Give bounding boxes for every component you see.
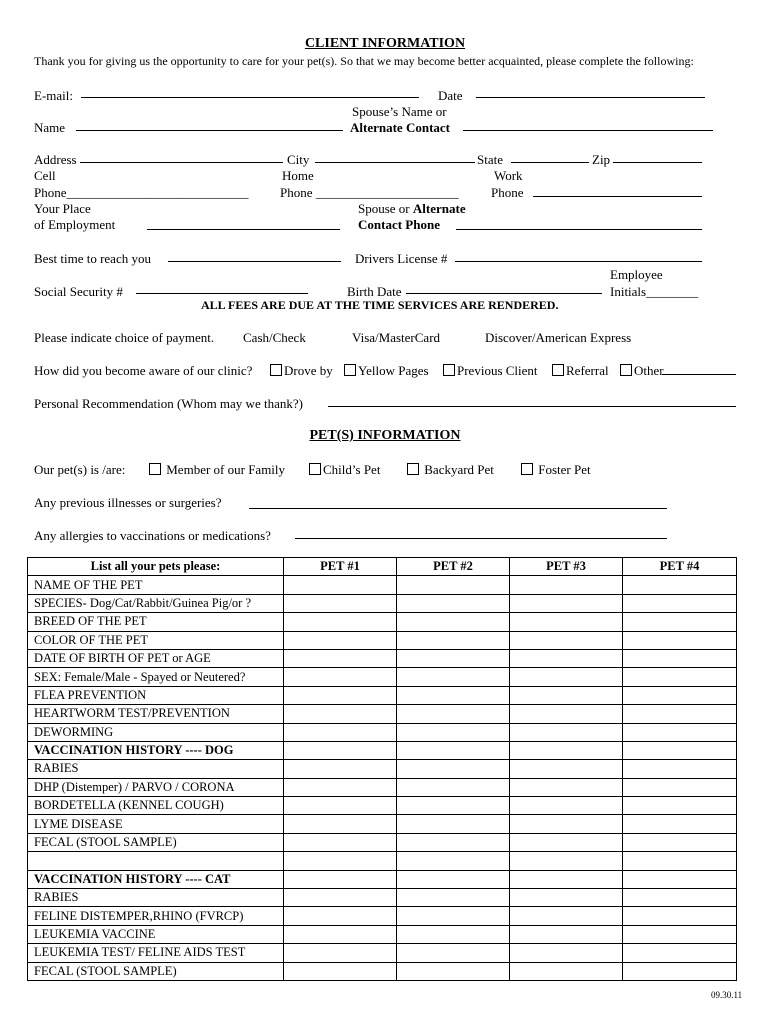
birth-date-field[interactable] — [406, 293, 602, 294]
row-label: BORDETELLA (KENNEL COUGH) — [28, 797, 284, 815]
pet-3-cell[interactable] — [510, 576, 623, 594]
illnesses-field[interactable] — [249, 508, 667, 509]
row-label: SPECIES- Dog/Cat/Rabbit/Guinea Pig/or ? — [28, 594, 284, 612]
intro-text: Thank you for giving us the opportunity to care for your pet(s). So that we may become better acquainted, please complete the following: — [34, 54, 694, 68]
work-label: Work — [494, 168, 523, 183]
date-label: Date — [438, 88, 463, 103]
pet-3-cell[interactable] — [510, 741, 623, 759]
row-label: FLEA PREVENTION — [28, 686, 284, 704]
awareness-option-label: Yellow Pages — [358, 363, 429, 378]
place-label-2: of Employment — [34, 217, 116, 232]
employee-initials-field[interactable]: Initials________ — [610, 284, 699, 299]
awareness-drove-by[interactable] — [270, 363, 333, 378]
home-phone-field[interactable]: Phone ______________________ — [280, 185, 459, 200]
pet-2-cell[interactable] — [397, 668, 510, 686]
pet-1-cell[interactable] — [284, 631, 397, 649]
pet-4-cell[interactable] — [623, 944, 737, 962]
pet-4-cell[interactable] — [623, 833, 737, 851]
pet-is-label: Our pet(s) is /are: — [34, 462, 126, 477]
row-label: FECAL (STOOL SAMPLE) — [28, 962, 284, 980]
pet-3-cell[interactable] — [510, 705, 623, 723]
checkbox-icon[interactable] — [407, 463, 419, 475]
pet-2-cell[interactable] — [397, 870, 510, 888]
email-field[interactable] — [81, 97, 419, 98]
checkbox-icon[interactable] — [344, 364, 356, 376]
pet-1-cell[interactable] — [284, 907, 397, 925]
row-label: LEUKEMIA VACCINE — [28, 925, 284, 943]
pet-3-cell[interactable] — [510, 686, 623, 704]
pet-2-cell[interactable] — [397, 797, 510, 815]
checkbox-icon[interactable] — [620, 364, 632, 376]
pet-4-cell[interactable] — [623, 760, 737, 778]
pet-3-header: PET #3 — [510, 558, 623, 576]
row-label: VACCINATION HISTORY ---- DOG — [28, 741, 284, 759]
pet-2-cell[interactable] — [397, 613, 510, 631]
pet-3-cell[interactable] — [510, 852, 623, 870]
pet-3-cell[interactable] — [510, 889, 623, 907]
row-label: COLOR OF THE PET — [28, 631, 284, 649]
address-field[interactable] — [80, 162, 283, 163]
pet-3-cell[interactable] — [510, 925, 623, 943]
name-label: Name — [34, 120, 66, 135]
row-label: HEARTWORM TEST/PREVENTION — [28, 705, 284, 723]
awareness-other-field[interactable] — [662, 374, 736, 375]
table-row — [28, 925, 737, 943]
table-row — [28, 852, 737, 870]
birth-date-label: Birth Date — [347, 284, 402, 299]
pet-2-cell[interactable] — [397, 852, 510, 870]
pet-4-cell[interactable] — [623, 705, 737, 723]
table-row — [28, 760, 737, 778]
table-row — [28, 778, 737, 796]
alternate-contact-field[interactable] — [463, 130, 713, 131]
payment-prompt: Please indicate choice of payment. — [34, 330, 215, 345]
pet-1-cell[interactable] — [284, 686, 397, 704]
checkbox-icon[interactable] — [270, 364, 282, 376]
row-label: DATE OF BIRTH OF PET or AGE — [28, 649, 284, 667]
pet-2-cell[interactable] — [397, 907, 510, 925]
pet-2-cell[interactable] — [397, 815, 510, 833]
pet-3-cell[interactable] — [510, 649, 623, 667]
row-label: DHP (Distemper) / PARVO / CORONA — [28, 778, 284, 796]
pet-4-cell[interactable] — [623, 741, 737, 759]
table-row — [28, 741, 737, 759]
pet-3-cell[interactable] — [510, 723, 623, 741]
pet-3-cell[interactable] — [510, 797, 623, 815]
pet-4-cell[interactable] — [623, 797, 737, 815]
employee-label: Employee — [610, 267, 663, 282]
table-row — [28, 649, 737, 667]
version-code: 09.30.11 — [711, 990, 743, 1000]
pet-2-cell[interactable] — [397, 778, 510, 796]
row-label: LYME DISEASE — [28, 815, 284, 833]
awareness-prompt: How did you become aware of our clinic? — [34, 363, 253, 378]
table-row — [28, 815, 737, 833]
table-header-label: List all your pets please: — [28, 558, 284, 576]
pet-1-cell[interactable] — [284, 889, 397, 907]
drivers-license-field[interactable] — [455, 261, 702, 262]
pet-3-cell[interactable] — [510, 833, 623, 851]
allergies-label: Any allergies to vaccinations or medications? — [34, 528, 271, 543]
table-row — [28, 833, 737, 851]
pet-4-cell[interactable] — [623, 852, 737, 870]
awareness-yellow-pages[interactable] — [344, 363, 429, 378]
table-row — [28, 576, 737, 594]
employment-field[interactable] — [147, 229, 340, 230]
pet-1-header: PET #1 — [284, 558, 397, 576]
pet-3-cell[interactable] — [510, 594, 623, 612]
pet-3-cell[interactable] — [510, 778, 623, 796]
table-row — [28, 686, 737, 704]
zip-field[interactable] — [613, 162, 702, 163]
pet-2-cell[interactable] — [397, 631, 510, 649]
fees-notice: ALL FEES ARE DUE AT THE TIME SERVICES ARE RENDERED. — [201, 298, 559, 312]
pet-4-cell[interactable] — [623, 815, 737, 833]
table-row — [28, 723, 737, 741]
pet-4-cell[interactable] — [623, 649, 737, 667]
best-time-field[interactable] — [168, 261, 341, 262]
pet-2-cell[interactable] — [397, 686, 510, 704]
checkbox-icon[interactable] — [521, 463, 533, 475]
city-label: City — [287, 152, 310, 167]
pet-type-label: Child’s Pet — [323, 462, 381, 477]
pet-1-cell[interactable] — [284, 668, 397, 686]
pet-4-cell[interactable] — [623, 889, 737, 907]
pet-2-cell[interactable] — [397, 723, 510, 741]
table-row — [28, 668, 737, 686]
awareness-other[interactable] — [620, 363, 664, 378]
table-row — [28, 870, 737, 888]
pet-2-cell[interactable] — [397, 833, 510, 851]
pet-2-cell[interactable] — [397, 594, 510, 612]
table-row — [28, 797, 737, 815]
pet-2-cell[interactable] — [397, 925, 510, 943]
pet-3-cell[interactable] — [510, 631, 623, 649]
table-row — [28, 944, 737, 962]
pet-4-cell[interactable] — [623, 723, 737, 741]
row-label: NAME OF THE PET — [28, 576, 284, 594]
pet-4-cell[interactable] — [623, 686, 737, 704]
drivers-license-label: Drivers License # — [355, 251, 448, 266]
pet-1-cell[interactable] — [284, 576, 397, 594]
place-label-1: Your Place — [34, 201, 91, 216]
pet-4-cell[interactable] — [623, 594, 737, 612]
pet-2-cell[interactable] — [397, 889, 510, 907]
pet-4-cell[interactable] — [623, 576, 737, 594]
pet-3-cell[interactable] — [510, 760, 623, 778]
pet-type-label: Backyard Pet — [424, 462, 494, 477]
row-label: DEWORMING — [28, 723, 284, 741]
pet-1-cell[interactable] — [284, 944, 397, 962]
pet-type-foster[interactable] — [521, 462, 591, 477]
row-label: RABIES — [28, 889, 284, 907]
form-title: CLIENT INFORMATION — [304, 36, 466, 51]
city-field[interactable] — [315, 162, 475, 163]
payment-discover-amex[interactable]: Discover/American Express — [485, 330, 632, 345]
row-label: FECAL (STOOL SAMPLE) — [28, 833, 284, 851]
state-label: State — [477, 152, 503, 167]
cell-phone-field[interactable]: Phone____________________________ — [34, 185, 249, 200]
recommendation-field[interactable] — [328, 406, 736, 407]
table-header-row — [28, 558, 737, 576]
pet-3-cell[interactable] — [510, 944, 623, 962]
table-row — [28, 631, 737, 649]
table-row — [28, 613, 737, 631]
pet-1-cell[interactable] — [284, 925, 397, 943]
home-label: Home — [282, 168, 314, 183]
pet-type-backyard[interactable] — [407, 462, 494, 477]
pet-1-cell[interactable] — [284, 594, 397, 612]
alternate-contact-label: Alternate Contact — [350, 120, 450, 135]
checkbox-icon[interactable] — [309, 463, 321, 475]
awareness-referral[interactable] — [552, 363, 609, 378]
payment-cash-check[interactable]: Cash/Check — [243, 330, 306, 345]
allergies-field[interactable] — [295, 538, 667, 539]
payment-visa-mastercard[interactable]: Visa/MasterCard — [352, 330, 441, 345]
pet-2-header: PET #2 — [397, 558, 510, 576]
pet-1-cell[interactable] — [284, 833, 397, 851]
pet-3-cell[interactable] — [510, 962, 623, 980]
row-label: FELINE DISTEMPER,RHINO (FVRCP) — [28, 907, 284, 925]
spouse-name-label: Spouse’s Name or — [352, 104, 447, 119]
cell-label: Cell — [34, 168, 56, 183]
pet-4-cell[interactable] — [623, 870, 737, 888]
pet-2-cell[interactable] — [397, 576, 510, 594]
awareness-option-label: Referral — [566, 363, 609, 378]
pet-1-cell[interactable] — [284, 741, 397, 759]
pet-3-cell[interactable] — [510, 870, 623, 888]
pet-1-cell[interactable] — [284, 778, 397, 796]
row-label: SEX: Female/Male - Spayed or Neutered? — [28, 668, 284, 686]
pet-2-cell[interactable] — [397, 705, 510, 723]
pet-type-child[interactable] — [309, 462, 380, 477]
row-label: LEUKEMIA TEST/ FELINE AIDS TEST — [28, 944, 284, 962]
pet-1-cell[interactable] — [284, 852, 397, 870]
contact-phone-field[interactable] — [456, 229, 702, 230]
pet-4-cell[interactable] — [623, 613, 737, 631]
address-label: Address — [34, 152, 77, 167]
pets-table — [27, 557, 737, 981]
contact-phone-label: Contact Phone — [358, 217, 440, 232]
illnesses-label: Any previous illnesses or surgeries? — [34, 495, 222, 510]
ssn-label: Social Security # — [34, 284, 123, 299]
pet-type-label: Member of our Family — [166, 462, 286, 477]
table-row — [28, 907, 737, 925]
pet-2-cell[interactable] — [397, 944, 510, 962]
pet-1-cell[interactable] — [284, 705, 397, 723]
pet-1-cell[interactable] — [284, 962, 397, 980]
awareness-previous-client[interactable] — [443, 363, 538, 378]
pet-4-cell[interactable] — [623, 668, 737, 686]
table-row — [28, 594, 737, 612]
pet-4-cell[interactable] — [623, 778, 737, 796]
state-field[interactable] — [511, 162, 589, 163]
pet-4-cell[interactable] — [623, 962, 737, 980]
pet-1-cell[interactable] — [284, 797, 397, 815]
pet-2-cell[interactable] — [397, 649, 510, 667]
row-label: RABIES — [28, 760, 284, 778]
pet-3-cell[interactable] — [510, 815, 623, 833]
checkbox-icon[interactable] — [443, 364, 455, 376]
work-phone-field[interactable] — [533, 196, 702, 197]
spouse-alternate-label — [358, 201, 466, 216]
awareness-option-label: Drove by — [284, 363, 333, 378]
pet-1-cell[interactable] — [284, 760, 397, 778]
pet-1-cell[interactable] — [284, 723, 397, 741]
pet-3-cell[interactable] — [510, 613, 623, 631]
awareness-option-label: Other — [634, 363, 664, 378]
pet-1-cell[interactable] — [284, 613, 397, 631]
pet-2-cell[interactable] — [397, 962, 510, 980]
checkbox-icon[interactable] — [552, 364, 564, 376]
row-label: BREED OF THE PET — [28, 613, 284, 631]
pet-1-cell[interactable] — [284, 815, 397, 833]
checkbox-icon[interactable] — [149, 463, 161, 475]
table-row — [28, 962, 737, 980]
pet-4-cell[interactable] — [623, 925, 737, 943]
pet-type-family[interactable] — [149, 462, 285, 477]
pet-3-cell[interactable] — [510, 907, 623, 925]
pet-4-header: PET #4 — [623, 558, 737, 576]
row-label — [28, 852, 284, 870]
pet-4-cell[interactable] — [623, 907, 737, 925]
work-phone-label: Phone — [491, 185, 524, 200]
pet-3-cell[interactable] — [510, 668, 623, 686]
pet-2-cell[interactable] — [397, 760, 510, 778]
pet-type-label: Foster Pet — [538, 462, 591, 477]
spouse-or-text: Spouse or — [358, 201, 410, 216]
pet-4-cell[interactable] — [623, 631, 737, 649]
pets-section-title: PET(S) INFORMATION — [309, 428, 461, 443]
pet-1-cell[interactable] — [284, 870, 397, 888]
pet-1-cell[interactable] — [284, 649, 397, 667]
email-label: E-mail: — [34, 88, 73, 103]
zip-label: Zip — [592, 152, 611, 167]
date-field[interactable] — [476, 97, 705, 98]
alternate-text: Alternate — [412, 201, 466, 216]
recommendation-label: Personal Recommendation (Whom may we thank?) — [34, 396, 303, 411]
awareness-option-label: Previous Client — [457, 363, 538, 378]
name-field[interactable] — [76, 130, 343, 131]
pet-2-cell[interactable] — [397, 741, 510, 759]
table-row — [28, 705, 737, 723]
table-row — [28, 889, 737, 907]
row-label: VACCINATION HISTORY ---- CAT — [28, 870, 284, 888]
ssn-field[interactable] — [136, 293, 308, 294]
best-time-label: Best time to reach you — [34, 251, 151, 266]
